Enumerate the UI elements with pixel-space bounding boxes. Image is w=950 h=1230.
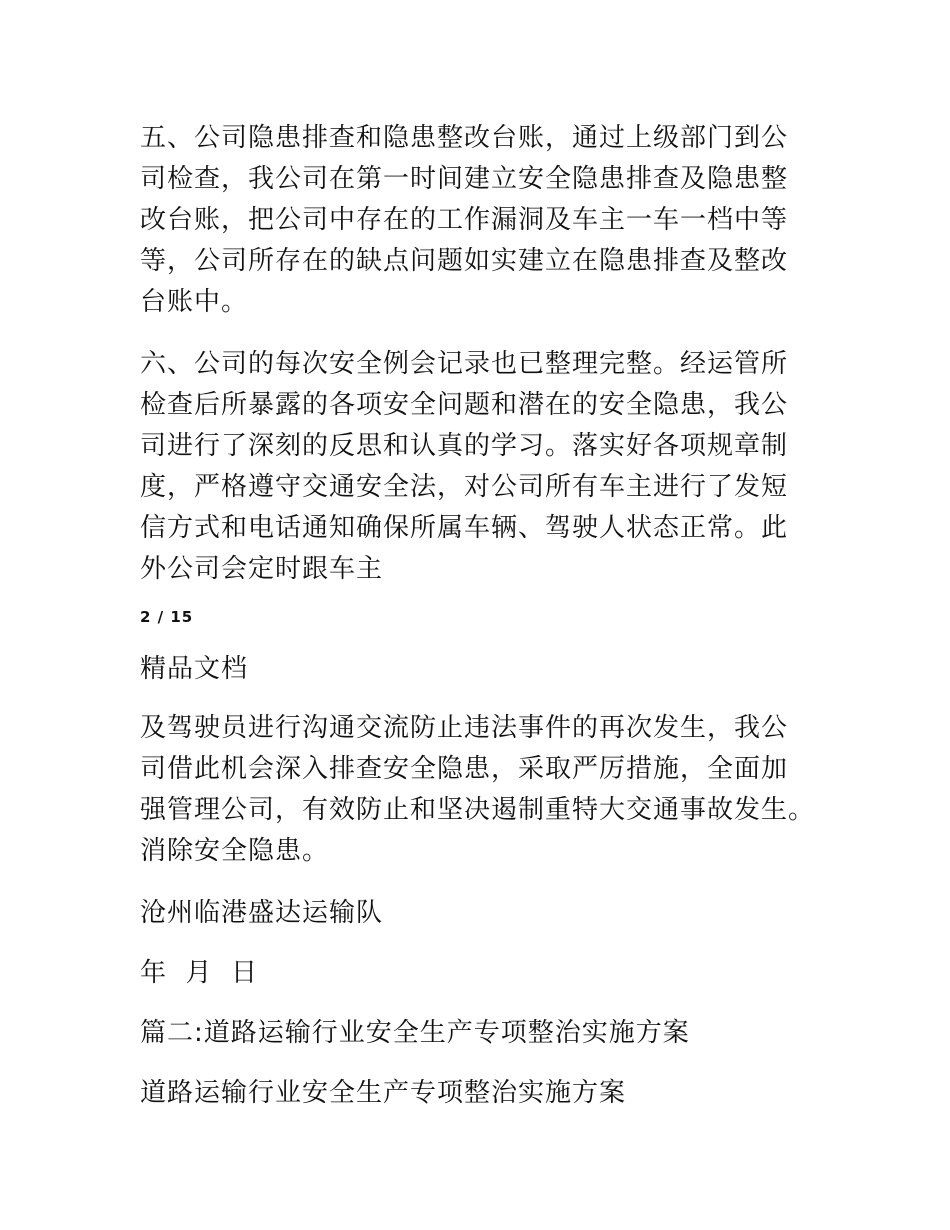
text-line: 改台账，把公司中存在的工作漏洞及车主一车一档中等 (140, 205, 789, 235)
text-line: 及驾驶员进行沟通交流防止违法事件的再次发生，我公 (140, 713, 789, 743)
text-line: 司进行了深刻的反思和认真的学习。落实好各项规章制 (140, 431, 789, 461)
signature-org: 沧州临港盛达运输队 (140, 898, 384, 928)
document-page (140, 118, 830, 1133)
text-line: 强管理公司，有效防止和坚决遏制重特大交通事故发生。 (140, 795, 816, 825)
text-line: 司检查，我公司在第一时间建立安全隐患排查及隐患整 (140, 164, 789, 194)
date-line: 年 月 日 (140, 958, 259, 988)
text-line: 外公司会定时跟车主 (140, 554, 384, 584)
text-line: 五、公司隐患排查和隐患整改台账，通过上级部门到公 (140, 123, 789, 153)
text-line: 台账中。 (140, 287, 249, 317)
paragraph-section-5 (140, 118, 830, 323)
text-line: 检查后所暴露的各项安全问题和潜在的安全隐患，我公 (140, 390, 789, 420)
text-line: 司借此机会深入排查安全隐患，采取严厉措施，全面加 (140, 754, 789, 784)
page-number: 2 / 15 (140, 608, 194, 626)
text-line: 消除安全隐患。 (140, 836, 330, 866)
document-title: 道路运输行业安全生产专项整治实施方案 (140, 1078, 627, 1108)
chapter-title: 篇二:道路运输行业安全生产专项整治实施方案 (140, 1018, 690, 1048)
text-line: 度，严格遵守交通安全法，对公司所有车主进行了发短 (140, 472, 789, 502)
page-header-label: 精品文档 (140, 654, 249, 684)
text-line: 等，公司所存在的缺点问题如实建立在隐患排查及整改 (140, 246, 789, 276)
paragraph-section-6 (140, 344, 830, 590)
paragraph-continuation (140, 708, 830, 872)
text-line: 六、公司的每次安全例会记录也已整理完整。经运管所 (140, 349, 789, 379)
text-line: 信方式和电话通知确保所属车辆、驾驶人状态正常。此 (140, 513, 789, 543)
